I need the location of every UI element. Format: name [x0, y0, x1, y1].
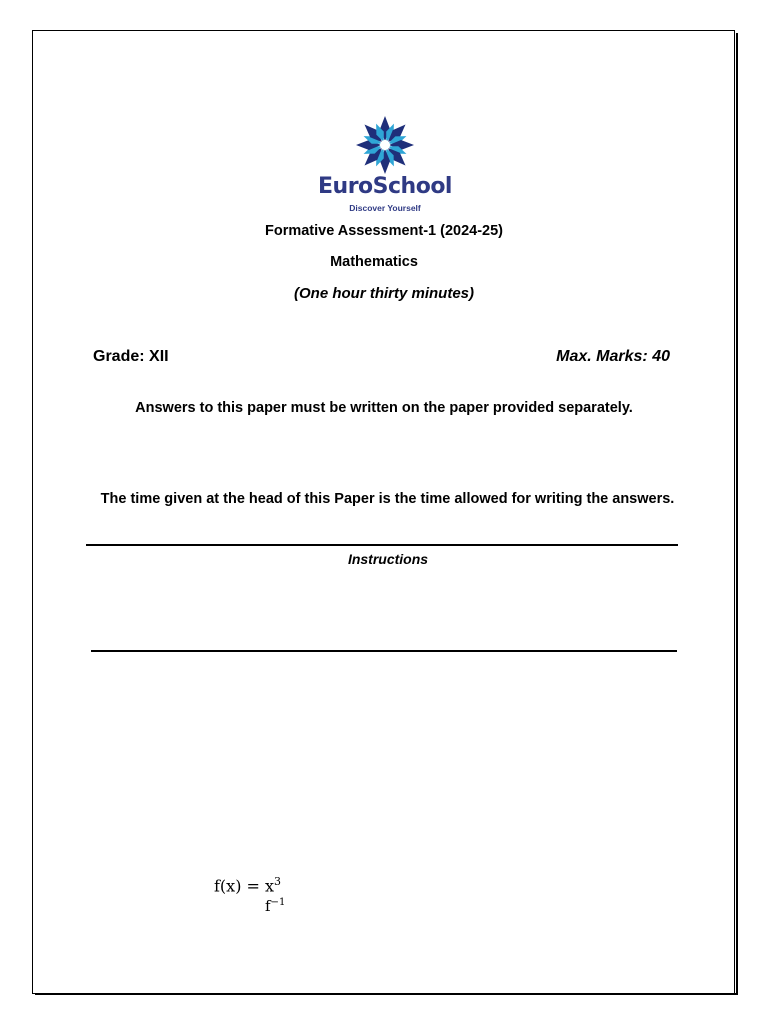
brand-name: EuroSchool: [318, 174, 452, 199]
school-logo: [300, 108, 470, 218]
instructions-heading: Instructions: [347, 551, 429, 567]
exam-subject: Mathematics: [330, 254, 418, 270]
page-border-shadow-right: [736, 33, 738, 995]
inverse-function: [265, 897, 285, 915]
formula-lhs: f(x) = x: [214, 876, 275, 896]
max-marks-label: Max. Marks: 40: [556, 348, 670, 365]
function-formula: [214, 875, 281, 895]
exam-duration: (One hour thirty minutes): [294, 285, 474, 302]
instructions-top-rule: [86, 544, 678, 546]
brand-tagline: Discover Yourself: [349, 203, 421, 213]
page-border-shadow-bottom: [35, 993, 738, 995]
formula-exponent: 3: [274, 875, 282, 888]
answers-note: Answers to this paper must be written on the paper provided separately.: [135, 400, 633, 416]
inverse-base: f: [265, 897, 271, 915]
instructions-bottom-rule: [91, 650, 677, 652]
inverse-exponent: −1: [270, 897, 286, 908]
time-note: The time given at the head of this Paper is the time allowed for writing the answers.: [100, 491, 675, 507]
grade-label: Grade: XII: [93, 348, 169, 365]
starburst-logo-icon: [350, 114, 420, 176]
exam-title: Formative Assessment-1 (2024-25): [264, 223, 504, 239]
